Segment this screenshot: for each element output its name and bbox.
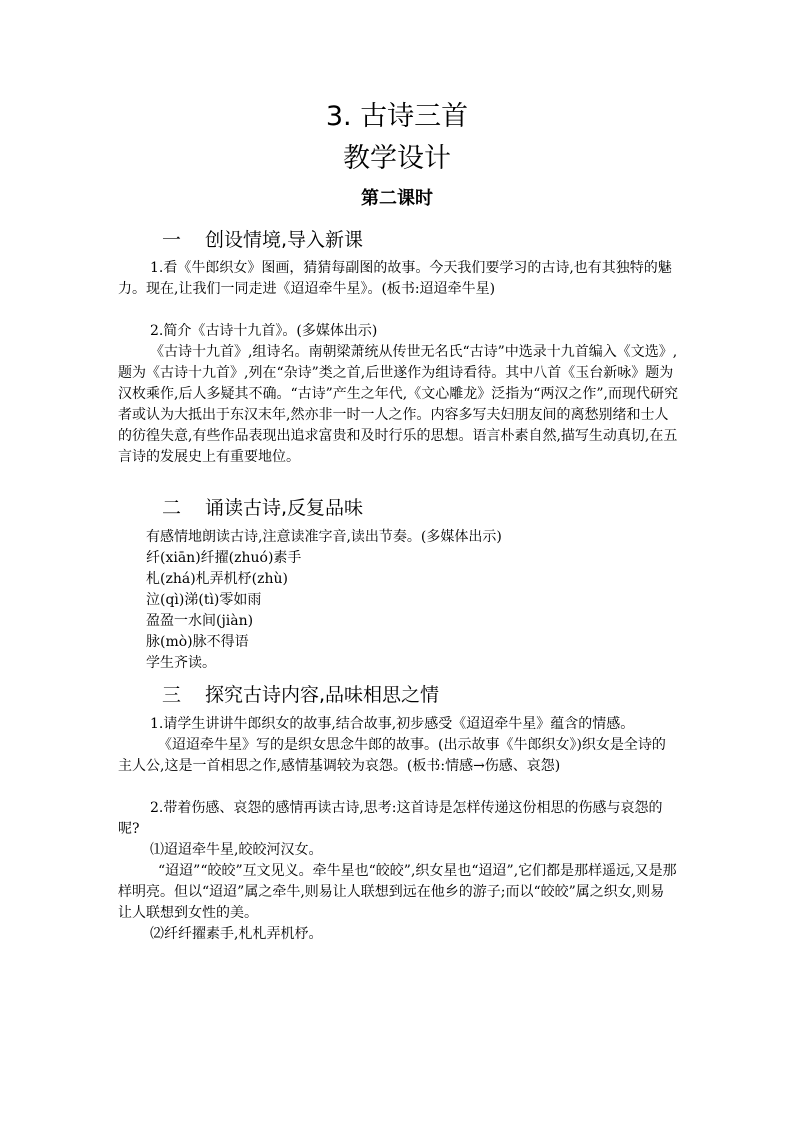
section-title: 创设情境,导入新课 <box>205 229 364 251</box>
section-2-body <box>118 527 678 674</box>
paragraph: ⑴迢迢牵牛星,皎皎河汉女。 <box>150 842 323 858</box>
lesson-period-subtitle: 第二课时 <box>361 188 433 209</box>
paragraph: 《迢迢牵牛星》写的是织女思念牛郎的故事。(出示故事《牛郎织女》)织女是全诗的主人公,这是一首相思之作,感情基调较为哀怨。(板书:情感→伤感、哀怨) <box>118 737 666 774</box>
paragraph: “迢迢”“皎皎”互文见义。牵牛星也“皎皎”,织女星也“迢迢”,它们都是那样遥远,又是那样明亮。但以“迢迢”属之牵牛,则易让人联想到远在他乡的游子;而以“皎皎”属之织女,则易让人联想到女性的美。 <box>118 863 677 921</box>
section-1-body <box>118 258 678 468</box>
list-item: 脉(mò)脉不得语 <box>146 634 249 650</box>
section-number: 一 <box>162 229 182 251</box>
list-item: 学生齐读。 <box>146 655 216 671</box>
section-heading-1 <box>162 227 363 253</box>
section-number: 三 <box>162 684 182 706</box>
list-item: 有感情地朗读古诗,注意读准字音,读出节奏。(多媒体出示) <box>146 529 502 545</box>
list-item: 盈盈一水间(jiàn) <box>146 613 254 629</box>
section-heading-3 <box>162 682 439 708</box>
document-title: 教学设计 <box>343 143 451 174</box>
list-item: 札(zhá)札弄机杼(zhù) <box>146 571 288 587</box>
paragraph: 《古诗十九首》,组诗名。南朝梁萧统从传世无名氏“古诗”中选录十九首编入《文选》,题为《古诗十九首》,列在“杂诗”类之首,后世遂作为组诗看待。其中八首《玉台新咏》题为汉枚乘作,后人多疑其不确。“古诗”产生之年代,《文心雕龙》泛指为“两汉之作”,而现代研究者或认为大抵出于东汉末年,然亦非一时一人之作。内容多写夫妇朋友间的离愁别绪和士人的彷徨失意,有些作品表现出追求富贵和及时行乐的思想。语言朴素自然,描写生动真切,在五言诗的发展史上有重要地位。 <box>118 344 678 465</box>
paragraph: 2.简介《古诗十九首》。(多媒体出示) <box>150 323 378 339</box>
paragraph: 1.请学生讲讲牛郎织女的故事,结合故事,初步感受《迢迢牵牛星》蕴含的情感。 <box>150 716 635 732</box>
lesson-number-title: 3. 古诗三首 <box>325 101 469 132</box>
section-title: 探究古诗内容,品味相思之情 <box>205 684 440 706</box>
paragraph: 2.带着伤感、哀怨的感情再读古诗,思考:这首诗是怎样传递这份相思的伤感与哀怨的呢? <box>118 800 663 837</box>
section-3-body <box>118 714 678 945</box>
section-number: 二 <box>162 497 182 519</box>
paragraph: ⑵纤纤擢素手,札札弄机杼。 <box>150 926 323 942</box>
paragraph: 1.看《牛郎织女》图画，猜猜每副图的故事。今天我们要学习的古诗,也有其独特的魅力。现在,让我们一同走进《迢迢牵牛星》。(板书:迢迢牵牛星) <box>118 260 672 297</box>
section-title: 诵读古诗,反复品味 <box>205 497 364 519</box>
list-item: 纤(xiān)纤擢(zhuó)素手 <box>146 550 302 566</box>
section-heading-2 <box>162 495 363 521</box>
list-item: 泣(qì)涕(tì)零如雨 <box>146 592 262 608</box>
